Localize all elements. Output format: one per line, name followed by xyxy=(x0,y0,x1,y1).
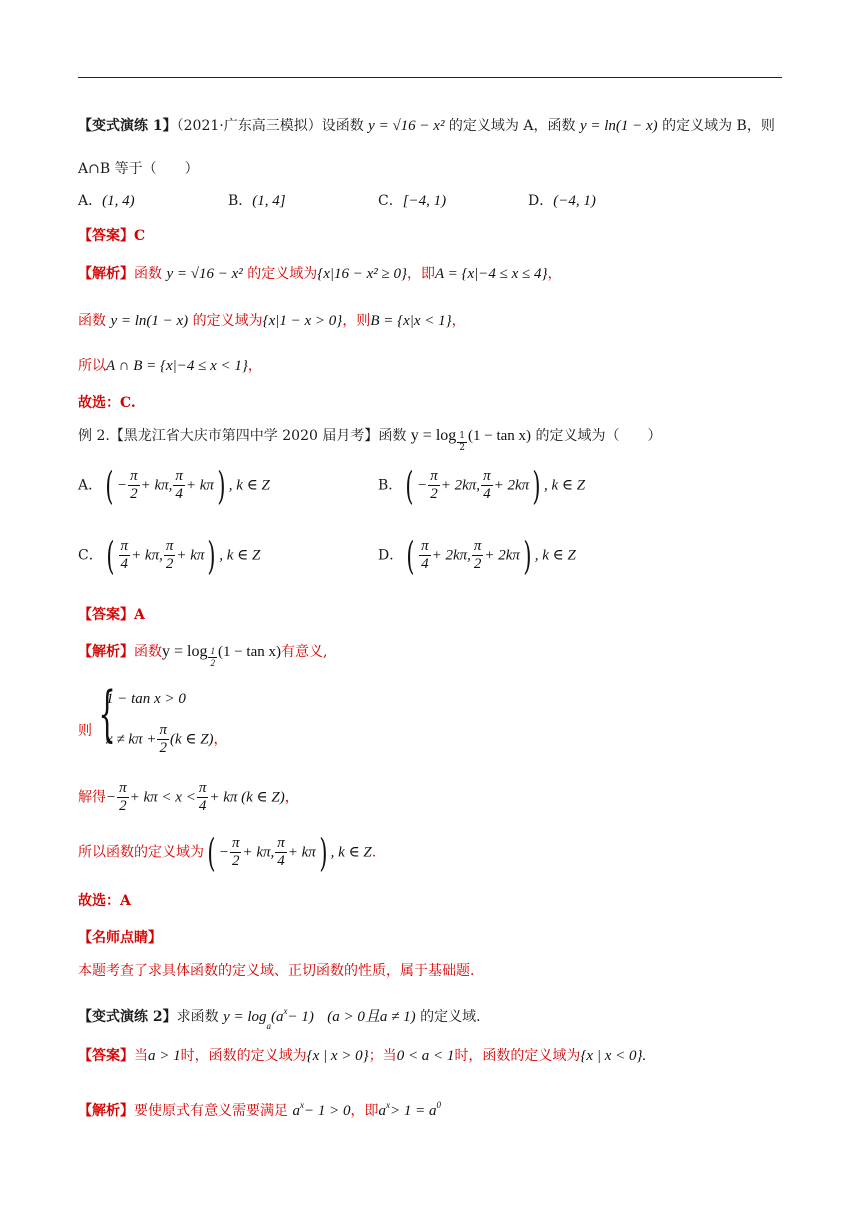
den: 4 xyxy=(175,486,183,502)
paren-open: ( xyxy=(105,463,114,508)
formula-sup: x xyxy=(299,1100,304,1110)
ex1-text2: 的定义域为 A，函数 xyxy=(448,118,576,134)
paren-open: ( xyxy=(406,533,415,578)
num: π xyxy=(120,538,129,554)
ex1-source: （2021·广东高三模拟） xyxy=(176,118,322,134)
den: 2 xyxy=(165,556,174,572)
text: 解得 xyxy=(78,789,106,806)
analysis-tag: 【解析】 xyxy=(78,1103,134,1119)
ex1-formula1: y = √16 − x² xyxy=(368,118,445,134)
text: 的定义域为 xyxy=(192,313,263,329)
term: , k ∈ Z xyxy=(543,477,586,494)
ex3-answer xyxy=(78,1045,646,1067)
analysis-tag: 【解析】 xyxy=(78,266,134,282)
text: ；当 xyxy=(368,1048,397,1064)
text: 的定义域为（ ） xyxy=(535,428,662,444)
fraction xyxy=(173,468,185,503)
text: ，即 xyxy=(350,1103,379,1119)
text: ， xyxy=(213,731,228,748)
ex2-conclusion: 故选：A xyxy=(78,893,131,909)
text: ，即 xyxy=(407,266,435,282)
text: ， xyxy=(284,789,299,806)
ex1-formula2: y = ln(1 − x) xyxy=(579,118,658,134)
ex2-question xyxy=(78,425,661,454)
fraction xyxy=(164,538,176,573)
paren-open: ( xyxy=(207,830,216,875)
fraction xyxy=(472,538,484,573)
ex2-option-c xyxy=(78,533,261,578)
formula: − 1 > 0 xyxy=(303,1103,351,1119)
ex2-option-d xyxy=(378,533,576,578)
fraction xyxy=(197,780,209,815)
fraction xyxy=(428,468,440,503)
formula-sup: 0 xyxy=(436,1100,441,1110)
option-label: B． xyxy=(228,193,253,209)
formula: (1 − tan x) xyxy=(217,644,281,660)
formula: 0 < a < 1 xyxy=(396,1048,455,1064)
text: 有意义, xyxy=(281,644,328,660)
ex2-then: 则 xyxy=(78,723,92,739)
formula: A ∩ B = {x|−4 ≤ x < 1} xyxy=(106,358,248,374)
num: π xyxy=(473,538,482,554)
term: (k ∈ Z) xyxy=(169,731,214,748)
term: + kπ, xyxy=(131,547,163,564)
formula: − 1) xyxy=(287,1009,314,1025)
sign: − xyxy=(116,477,128,494)
text: ， xyxy=(547,266,562,282)
system-brace: { xyxy=(98,679,116,749)
num: π xyxy=(175,468,183,484)
fraction xyxy=(157,722,169,757)
option-label: B． xyxy=(378,477,403,494)
fraction xyxy=(117,780,129,815)
ex1-option-b xyxy=(228,190,286,212)
den: 4 xyxy=(277,853,285,869)
answer-value: A xyxy=(134,607,145,623)
ex2-option-a xyxy=(78,463,270,508)
formula: {x|16 − x² ≥ 0} xyxy=(317,266,407,282)
ex2-domain xyxy=(78,830,377,875)
sign: − xyxy=(417,477,428,494)
ex1-conclusion: 故选：C. xyxy=(78,395,136,411)
num: π xyxy=(159,722,167,738)
ex2-solve xyxy=(78,780,299,815)
den: 2 xyxy=(130,486,138,502)
den: 2 xyxy=(473,556,482,572)
num: π xyxy=(421,538,429,554)
text: 要使原式有意义需要满足 xyxy=(134,1103,288,1119)
term: + 2kπ, xyxy=(431,547,471,564)
formula: (a xyxy=(271,1009,284,1025)
option-value: [−4, 1) xyxy=(402,193,447,209)
den: 2 xyxy=(231,853,240,869)
log-base-den: 2 xyxy=(459,443,465,453)
ex2-option-b xyxy=(378,463,586,508)
term: + 2kπ xyxy=(493,477,530,494)
option-value: (−4, 1) xyxy=(553,193,596,209)
ex1-analysis-line3 xyxy=(78,355,262,377)
formula: (a > 0且a ≠ 1) xyxy=(327,1009,416,1025)
log-base-den: 2 xyxy=(210,658,215,668)
text: 函数 xyxy=(134,266,162,282)
text: . xyxy=(371,844,377,861)
log-base xyxy=(457,431,467,454)
fraction xyxy=(119,538,131,573)
paren-open: ( xyxy=(106,533,115,578)
paren-open: ( xyxy=(405,463,414,508)
num: π xyxy=(130,468,138,484)
option-label: A． xyxy=(78,193,103,209)
term: , k ∈ Z xyxy=(330,844,372,861)
formula: a xyxy=(378,1103,386,1119)
formula: y = √16 − x² xyxy=(166,266,243,282)
term: , k ∈ Z xyxy=(228,477,270,494)
ex1-answer xyxy=(78,225,145,247)
paren-close: ) xyxy=(523,533,532,578)
den: 2 xyxy=(159,740,167,756)
term: + kπ xyxy=(185,477,214,494)
formula: {x | x < 0} xyxy=(580,1048,643,1064)
text: 函数 xyxy=(78,313,106,329)
den: 4 xyxy=(483,486,491,502)
formula: > 1 = a xyxy=(389,1103,437,1119)
text: 函数 xyxy=(134,644,162,660)
ex3-analysis xyxy=(78,1094,441,1122)
fraction xyxy=(419,538,431,573)
term: + kπ, xyxy=(242,844,275,861)
ex2-analysis-line1 xyxy=(78,641,327,669)
num: π xyxy=(119,780,127,796)
system-line1: 1 − tan x > 0 xyxy=(106,691,186,707)
ex1-option-c xyxy=(378,190,446,212)
system-line2 xyxy=(106,722,228,757)
term: + kπ xyxy=(287,844,316,861)
answer-tag: 【答案】 xyxy=(78,607,134,623)
ex1-text3: 的定义域为 B，则 xyxy=(662,118,775,134)
fraction xyxy=(128,468,140,503)
text: 的定义域为 xyxy=(247,266,318,282)
text: ， xyxy=(451,313,466,329)
term: + 2kπ xyxy=(484,547,520,564)
formula: {x|1 − x > 0} xyxy=(262,313,343,329)
term: x ≠ kπ + xyxy=(106,731,157,748)
text: . xyxy=(642,1048,647,1064)
ex1-tag: 【变式演练 1】 xyxy=(78,118,177,134)
text: 所以函数的定义域为 xyxy=(78,844,204,861)
fraction xyxy=(230,835,242,870)
formula: B = {x|x < 1} xyxy=(370,313,452,329)
num: π xyxy=(231,835,240,851)
num: π xyxy=(198,780,207,796)
formula: y = log xyxy=(410,427,457,444)
term: + kπ, xyxy=(140,477,173,494)
option-label: D． xyxy=(378,547,404,564)
ex1-analysis-line1 xyxy=(78,263,562,285)
term: + kπ < x < xyxy=(129,789,196,806)
tip-text: 本题考查了求具体函数的定义域、正切函数的性质，属于基础题. xyxy=(78,963,475,979)
ex2-title: 例 2.【黑龙江省大庆市第四中学 2020 届月考】函数 xyxy=(78,428,407,444)
answer-value: C xyxy=(134,228,146,244)
ex1-question-line1 xyxy=(78,115,775,137)
option-label: C． xyxy=(78,547,103,564)
formula: a > 1 xyxy=(148,1048,181,1064)
text: 所以 xyxy=(78,358,106,374)
formula-sup: x xyxy=(385,1100,390,1110)
formula: y = log xyxy=(162,643,208,660)
formula: {x | x > 0} xyxy=(306,1048,369,1064)
ex1-question-line2: A∩B 等于（ ） xyxy=(78,161,199,177)
paren-close: ) xyxy=(207,533,216,578)
ex1-option-d xyxy=(528,190,596,212)
paren-close: ) xyxy=(217,463,226,508)
ex1-analysis-line2 xyxy=(78,310,466,332)
tip-tag: 【名师点睛】 xyxy=(78,930,162,946)
sign: − xyxy=(106,789,117,806)
formula-sub: a xyxy=(266,1021,272,1031)
term: + kπ (k ∈ Z) xyxy=(209,789,285,806)
option-label: D． xyxy=(528,193,554,209)
option-label: C． xyxy=(378,193,403,209)
answer-tag: 【答案】 xyxy=(78,228,134,244)
log-base-num: 1 xyxy=(459,431,465,441)
ex1-text1: 设函数 xyxy=(321,118,364,134)
text: 时，函数的定义域为 xyxy=(180,1048,307,1064)
ex3-question xyxy=(78,1000,481,1037)
text: 的定义域. xyxy=(420,1009,481,1025)
log-base-num: 1 xyxy=(210,646,215,656)
option-value: (1, 4] xyxy=(252,193,286,209)
term: , k ∈ Z xyxy=(219,547,261,564)
option-label: A． xyxy=(78,477,103,494)
ex2-answer xyxy=(78,604,145,626)
text: 时，函数的定义域为 xyxy=(454,1048,581,1064)
formula: y = ln(1 − x) xyxy=(110,313,189,329)
answer-tag: 【答案】 xyxy=(78,1048,134,1064)
sign: − xyxy=(218,844,229,861)
text: ， xyxy=(247,358,262,374)
formula: (1 − tan x) xyxy=(468,428,532,444)
ex3-tag: 【变式演练 2】 xyxy=(78,1009,177,1025)
text: 求函数 xyxy=(176,1009,219,1025)
term: , k ∈ Z xyxy=(534,547,576,564)
num: π xyxy=(430,468,438,484)
paren-close: ) xyxy=(532,463,541,508)
formula: y = log xyxy=(223,1009,267,1025)
den: 4 xyxy=(198,798,207,814)
formula: A = {x|−4 ≤ x ≤ 4} xyxy=(435,266,548,282)
log-base xyxy=(208,646,217,669)
num: π xyxy=(165,538,174,554)
num: π xyxy=(277,835,285,851)
den: 2 xyxy=(430,486,438,502)
option-value: (1, 4) xyxy=(102,193,135,209)
paren-close: ) xyxy=(319,830,328,875)
term: + 2kπ, xyxy=(440,477,481,494)
den: 4 xyxy=(120,556,129,572)
text: ，则 xyxy=(342,313,371,329)
text: 当 xyxy=(134,1048,148,1064)
header-rule xyxy=(78,77,782,78)
fraction xyxy=(481,468,493,503)
num: π xyxy=(483,468,491,484)
den: 2 xyxy=(119,798,127,814)
fraction xyxy=(275,835,287,870)
formula-sup: x xyxy=(283,1006,288,1016)
ex1-option-a xyxy=(78,190,135,212)
den: 4 xyxy=(421,556,429,572)
term: + kπ xyxy=(176,547,205,564)
formula: a xyxy=(292,1103,300,1119)
analysis-tag: 【解析】 xyxy=(78,644,134,660)
